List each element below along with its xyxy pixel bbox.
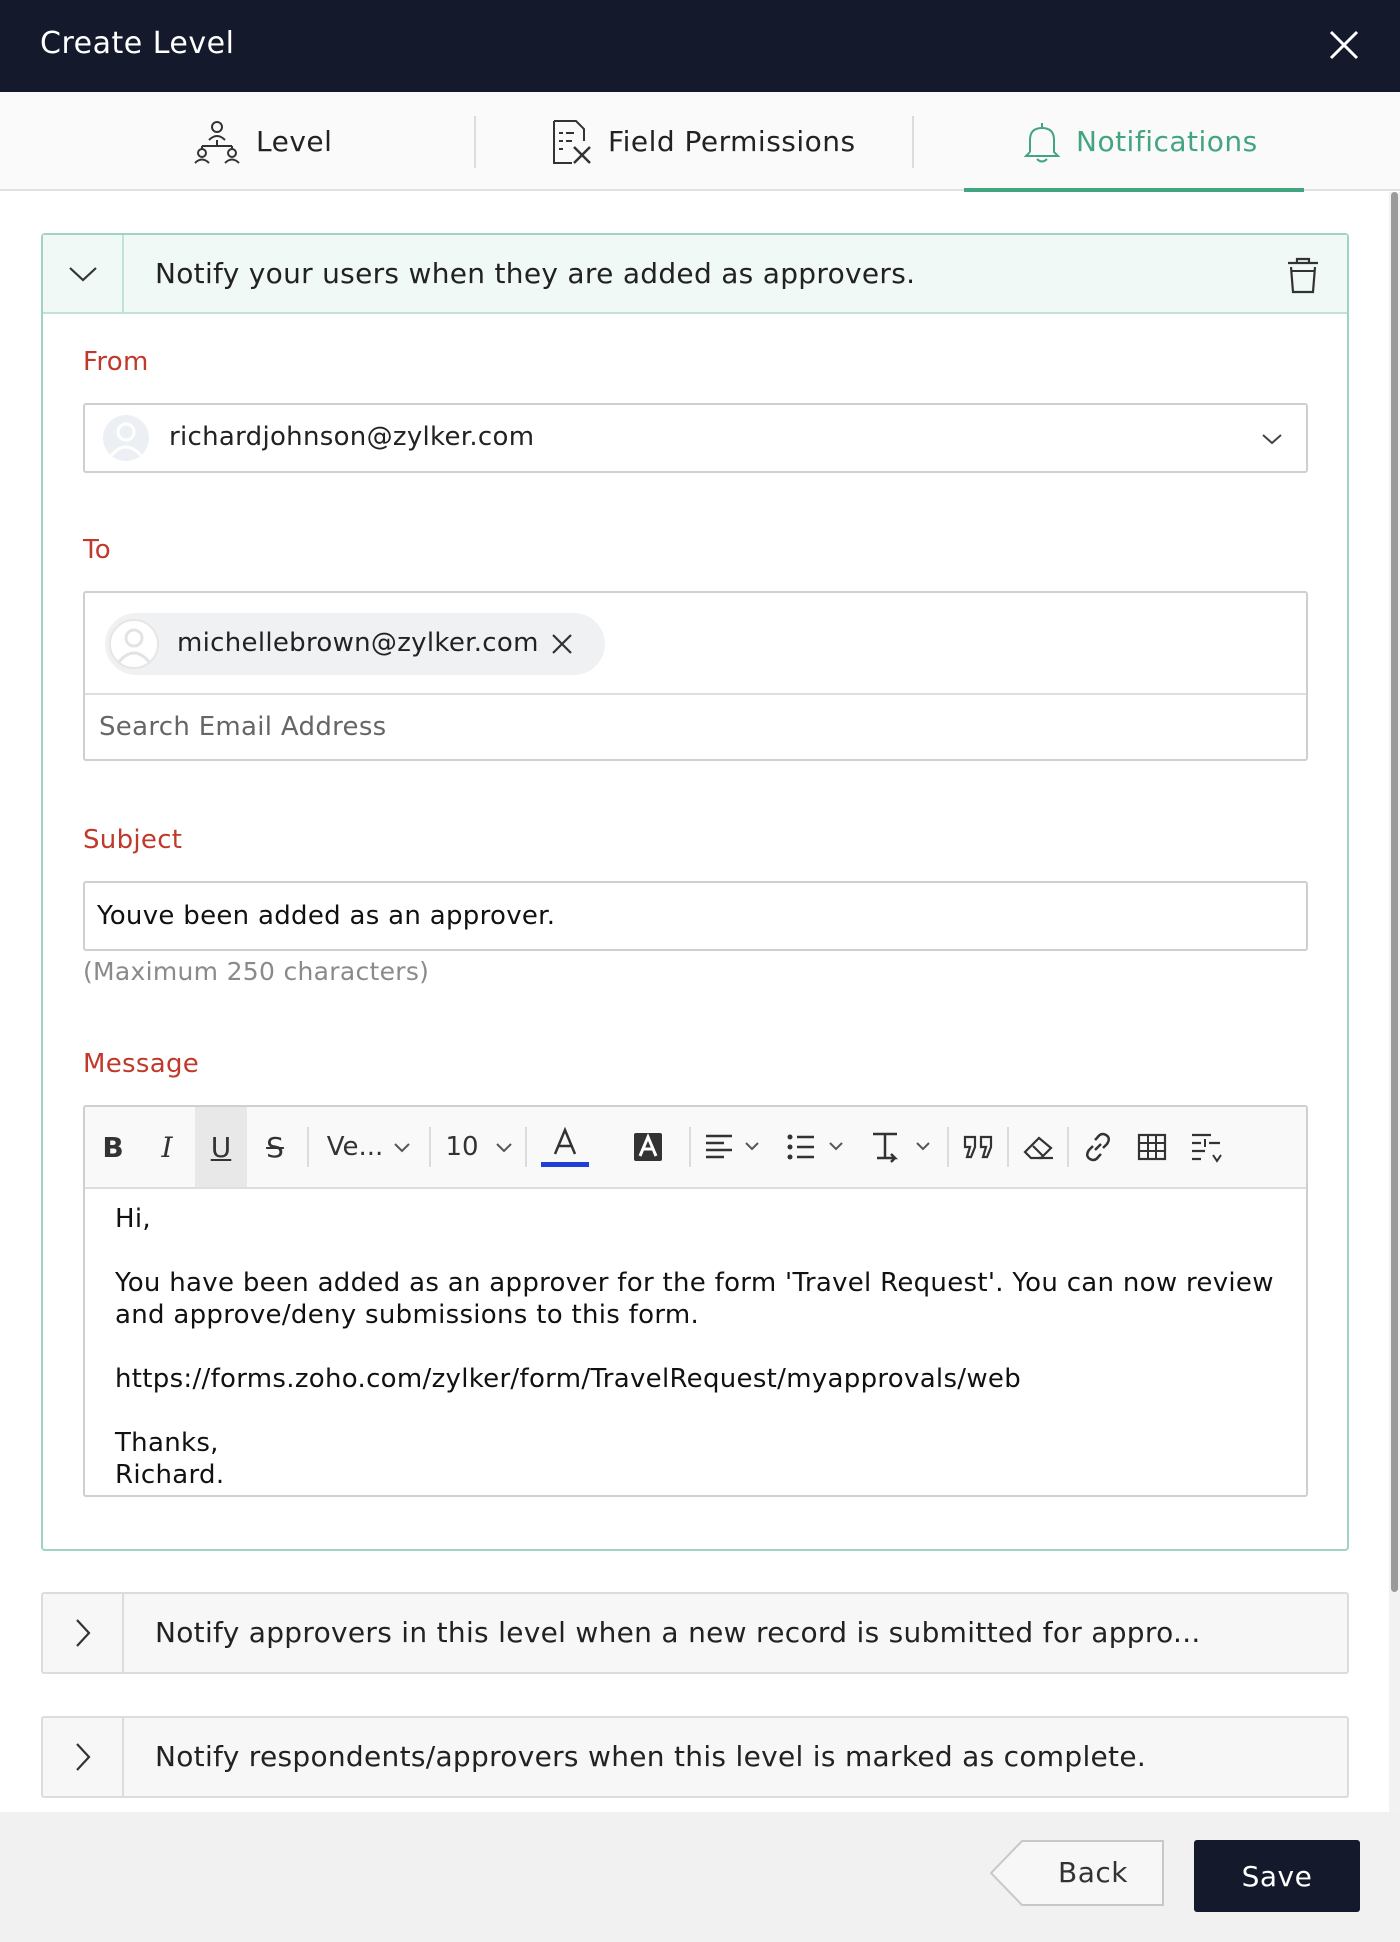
notification-panel-collapsed[interactable] (41, 1716, 1349, 1798)
subject-field (83, 881, 1308, 951)
chevron-down-icon (68, 265, 98, 283)
tab-notifications[interactable] (1022, 92, 1258, 191)
italic-button[interactable]: I (161, 1130, 173, 1164)
save-button[interactable]: Save (1194, 1840, 1360, 1912)
subject-label: Subject (83, 825, 183, 855)
dialog-footer (0, 1812, 1400, 1942)
table-icon (1136, 1132, 1168, 1162)
notification-panel-collapsed[interactable] (41, 1592, 1349, 1674)
link-button[interactable] (1073, 1107, 1123, 1187)
message-line: Hi, (115, 1204, 151, 1234)
clear-format-button[interactable] (1013, 1107, 1063, 1187)
close-icon[interactable] (1327, 28, 1361, 62)
message-line (115, 1331, 1285, 1363)
message-line: Thanks, (115, 1428, 219, 1458)
recipient-email: michellebrown@zylker.com (177, 628, 539, 658)
back-button[interactable] (990, 1840, 1164, 1906)
dialog-title: Create Level (40, 26, 235, 61)
message-body[interactable] (115, 1203, 1285, 1491)
background-color-button[interactable] (613, 1107, 683, 1187)
expand-toggle[interactable] (43, 1594, 124, 1672)
message-label: Message (83, 1049, 200, 1079)
message-line: Richard. (115, 1460, 225, 1490)
scrollbar[interactable] (1389, 192, 1400, 1812)
active-tab-indicator (964, 188, 1304, 192)
notification-title: Notify approvers in this level when a new record is submitted for appro... (155, 1616, 1201, 1649)
chevron-right-icon (74, 1618, 92, 1648)
tab-level[interactable] (192, 92, 332, 191)
notification-panel-expanded (41, 233, 1349, 1551)
more-options-button[interactable] (1181, 1107, 1231, 1187)
align-button[interactable] (695, 1107, 771, 1187)
tab-field-permissions-label: Field Permissions (608, 125, 856, 158)
align-left-icon (704, 1132, 762, 1162)
expand-toggle[interactable] (43, 1718, 124, 1796)
user-icon (111, 621, 157, 667)
font-color-button[interactable] (533, 1107, 597, 1187)
from-value: richardjohnson@zylker.com (169, 422, 535, 452)
notification-title: Notify your users when they are added as approvers. (155, 257, 916, 290)
recipient-chip (105, 613, 605, 675)
message-line (115, 1395, 1285, 1427)
tab-level-label: Level (256, 125, 333, 158)
indent-icon (871, 1130, 935, 1164)
font-size-select[interactable] (437, 1107, 521, 1187)
quote-button[interactable] (953, 1107, 1003, 1187)
table-button[interactable] (1127, 1107, 1177, 1187)
subject-hint: (Maximum 250 characters) (83, 957, 430, 986)
notification-title: Notify respondents/approvers when this level is marked as complete. (155, 1740, 1147, 1773)
editor-toolbar (85, 1107, 1306, 1189)
dialog-header (0, 0, 1400, 92)
remove-recipient-icon[interactable] (547, 629, 577, 659)
user-icon (103, 415, 149, 461)
avatar (103, 415, 149, 461)
collapse-toggle[interactable] (43, 235, 124, 312)
bold-button[interactable]: B (102, 1130, 124, 1164)
format-more-icon (1189, 1131, 1223, 1163)
subject-input[interactable] (85, 883, 1306, 949)
message-line (115, 1235, 1285, 1267)
avatar (109, 619, 159, 669)
toolbar-divider (525, 1127, 527, 1167)
tab-field-permissions[interactable] (550, 92, 856, 191)
eraser-icon (1021, 1132, 1055, 1162)
search-email-input[interactable] (87, 697, 1304, 757)
strikethrough-button[interactable]: S (266, 1130, 284, 1164)
background-color-icon (628, 1127, 668, 1167)
message-editor (83, 1105, 1308, 1497)
bullet-list-icon (786, 1132, 848, 1162)
font-family-select[interactable] (315, 1107, 423, 1187)
font-size-value: 10 (445, 1132, 479, 1162)
toolbar-divider (429, 1127, 431, 1167)
chevron-down-icon (495, 1141, 513, 1153)
message-line: https://forms.zoho.com/zylker/form/TravelRequest/myapprovals/web (115, 1364, 1022, 1394)
quote-icon (961, 1133, 995, 1161)
hierarchy-icon (192, 120, 242, 164)
to-field (83, 591, 1308, 761)
indent-button[interactable] (863, 1107, 943, 1187)
tab-bar (0, 92, 1400, 191)
to-label: To (83, 535, 111, 565)
tab-notifications-label: Notifications (1076, 125, 1258, 158)
message-line: You have been added as an approver for the form 'Travel Request'. You can now review and approve/deny submissions to this form. (115, 1268, 1274, 1330)
link-icon (1081, 1130, 1115, 1164)
toolbar-divider (947, 1127, 949, 1167)
toolbar-divider (1007, 1127, 1009, 1167)
bell-icon (1022, 120, 1062, 164)
font-family-value: Ve... (326, 1132, 384, 1162)
toolbar-divider (689, 1127, 691, 1167)
notification-panel-header (43, 235, 1347, 314)
from-label: From (83, 347, 149, 377)
back-label: Back (1058, 1856, 1128, 1889)
from-select[interactable] (83, 403, 1308, 473)
trash-icon[interactable] (1283, 255, 1323, 295)
font-color-icon (539, 1124, 591, 1170)
underline-button[interactable]: U (195, 1107, 247, 1187)
scrollbar-thumb[interactable] (1391, 192, 1398, 1592)
chevron-down-icon (1260, 427, 1284, 451)
field-permissions-icon (550, 119, 594, 165)
divider (85, 693, 1306, 695)
chevron-right-icon (74, 1742, 92, 1772)
tab-divider (912, 116, 914, 168)
toolbar-divider (1067, 1127, 1069, 1167)
chevron-down-icon (393, 1141, 411, 1153)
toolbar-divider (307, 1127, 309, 1167)
list-button[interactable] (779, 1107, 855, 1187)
tab-divider (474, 116, 476, 168)
